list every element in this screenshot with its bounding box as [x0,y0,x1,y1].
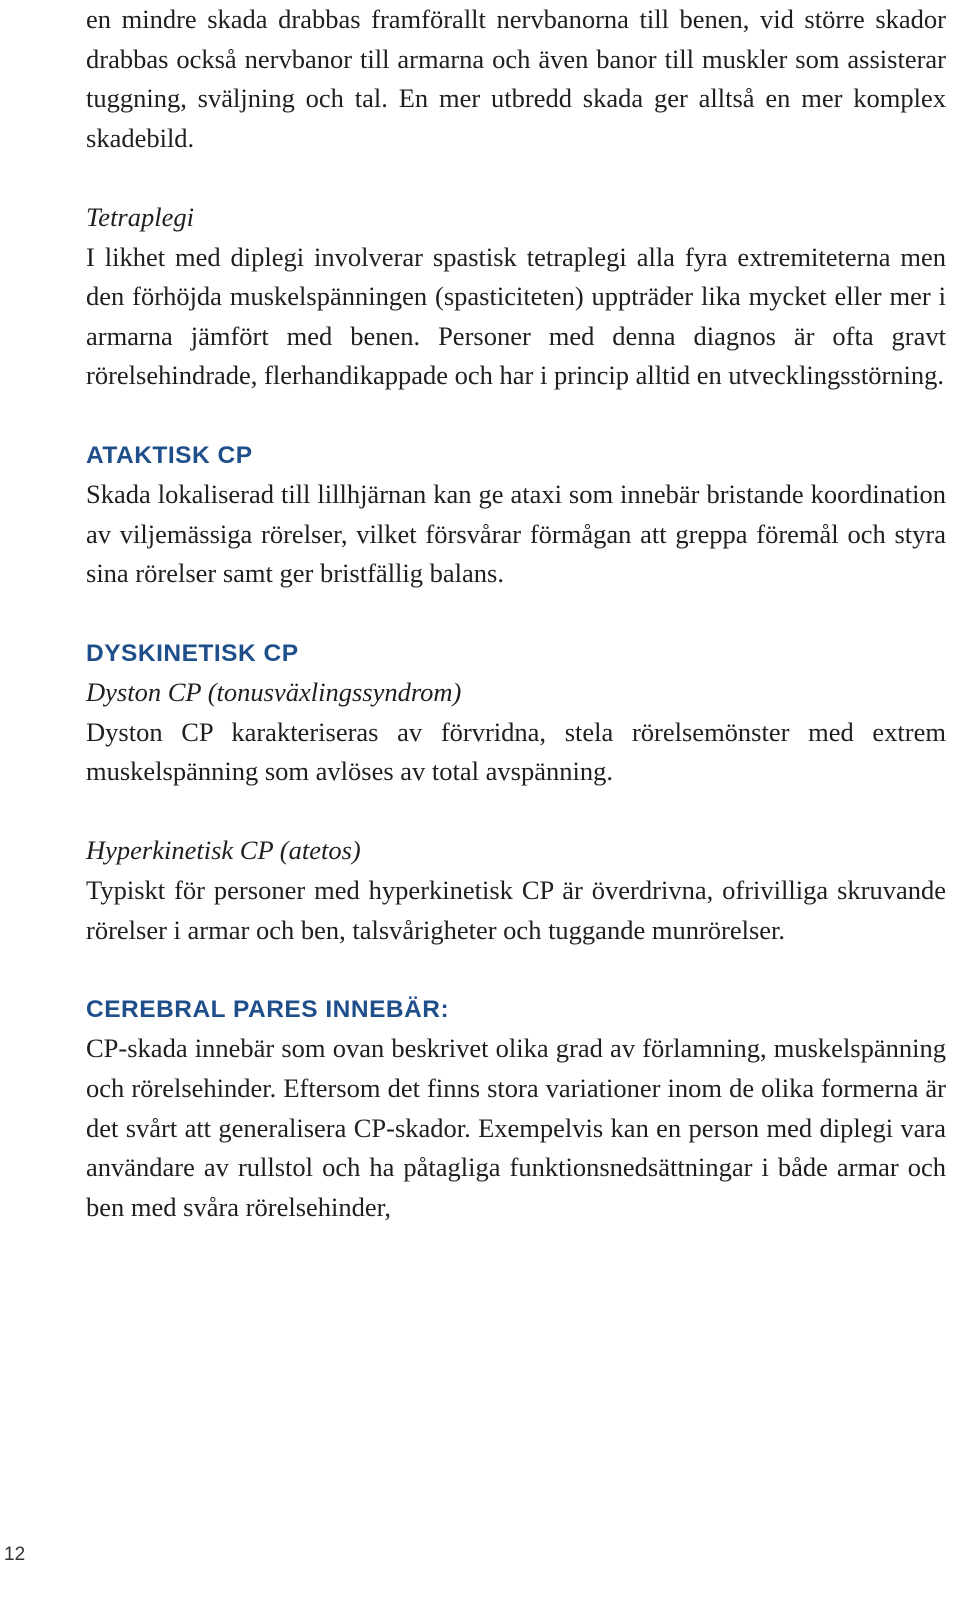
dyskinetisk-heading: DYSKINETISK CP [86,639,299,667]
spacer [86,792,946,832]
ataktisk-paragraph: Skada lokaliserad till lillhjärnan kan ge ataxi som innebär bristande koordination av viljemässiga rörelser, vilket försvårar förmågan att greppa föremål och styra sina rörelser samt ger bristfällig balans. [86,479,946,589]
dyston-paragraph: Dyston CP karakteriseras av förvridna, stela rörelsemönster med extrem muskelspänning som avlöses av total avspänning. [86,716,946,787]
cerebral-pares-heading: CEREBRAL PARES INNEBÄR: [86,995,450,1023]
spacer [86,158,946,198]
page-number: 12 [4,1544,26,1565]
spacer [86,396,946,436]
ataktisk-heading: ATAKTISK CP [86,441,253,469]
dyston-subheading: Dyston CP (tonusväxlingssyndrom) [86,677,462,708]
spacer [86,950,946,990]
spacer [86,594,946,634]
tetraplegi-subheading: Tetraplegi [86,201,194,232]
hyperkinetisk-paragraph: Typiskt för personer med hyperkinetisk CP är överdrivna, ofrivilliga skruvande rörelser i armar och ben, talsvårigheter och tuggande munrörelser. [86,875,946,945]
tetraplegi-paragraph: I likhet med diplegi involverar spastisk tetraplegi alla fyra extremiteterna men den förhöjda muskelspänningen (spasticiteten) uppträder lika mycket eller mer i armarna jämfört med benen. Personer med denna diagnos är ofta gravt rörelsehindrade, flerhandikappade och har i princip alltid en utvecklingsstörning. [86,241,946,391]
cerebral-pares-paragraph: CP-skada innebär som ovan beskrivet olika grad av förlamning, muskelspänning och rörelsehinder. Eftersom det finns stora variationer inom de olika formerna är det svårt att generalisera CP-skador. Exempelvis kan en person med diplegi vara användare av rullstol och ha påtagliga funktionsnedsättningar i både armar och ben med svåra rörelsehinder, [86,1033,946,1222]
intro-paragraph: en mindre skada drabbas framförallt nervbanorna till benen, vid större skador drabbas också nervbanor till armarna och även banor till muskler som assisterar tuggning, sväljning och tal. En mer utbredd skada ger alltså en mer komplex skadebild. [86,4,946,153]
hyperkinetisk-subheading: Hyperkinetisk CP (atetos) [86,835,361,866]
document-page [86,0,946,1227]
